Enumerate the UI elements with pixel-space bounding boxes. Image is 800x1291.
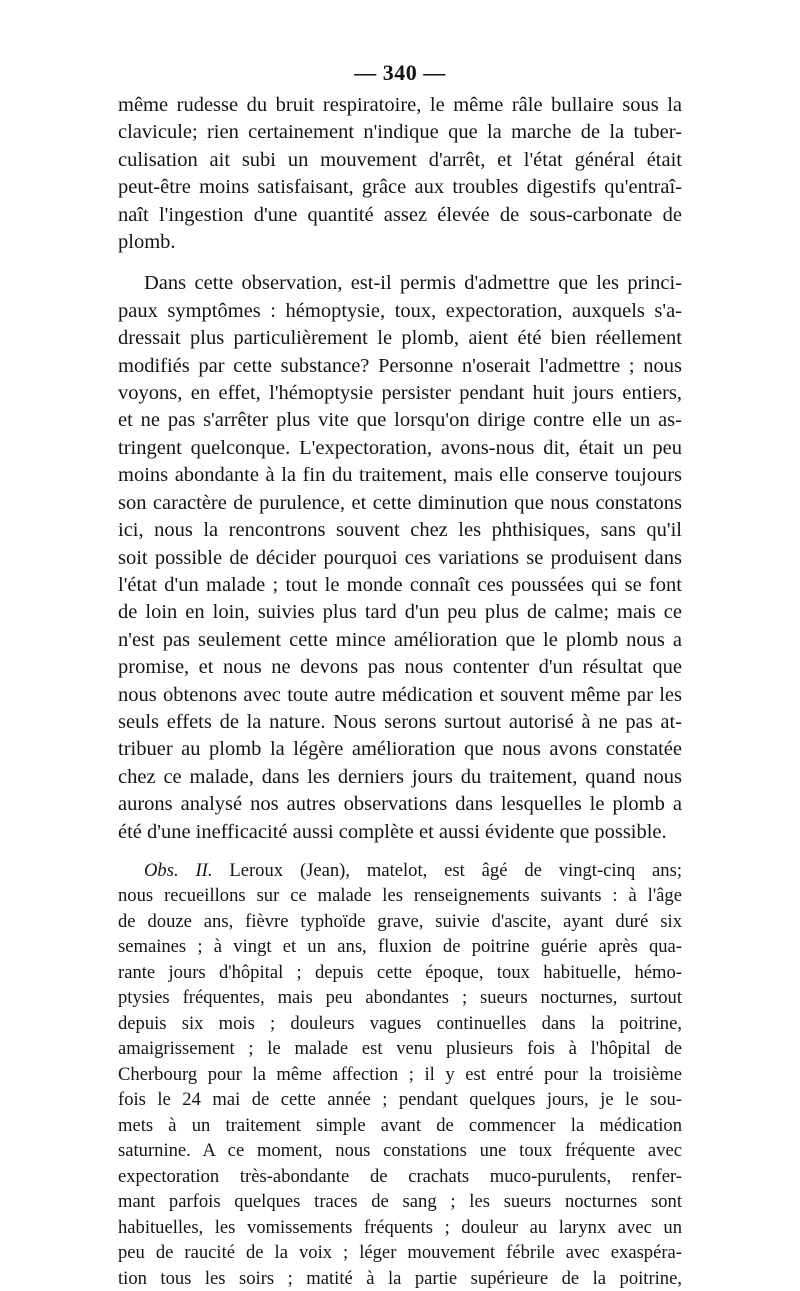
text-line: aurons analysé nos autres observations dans lesquelles le plomb a xyxy=(118,793,682,816)
text-line: depuis six mois ; douleurs vagues continuelles dans la poitrine, xyxy=(118,1012,682,1034)
observation-first-line xyxy=(118,858,682,884)
paragraph-discussion xyxy=(118,270,682,846)
text-line: voyons, en effet, l'hémoptysie persister pendant huit jours entiers, xyxy=(118,382,682,405)
text-line: mets à un traitement simple avant de commencer la médication xyxy=(118,1114,682,1136)
text-line: seuls effets de la nature. Nous serons surtout autorisé à ne pas at- xyxy=(118,710,682,733)
text-line: habituelles, les vomissements fréquents ; douleur au larynx avec un xyxy=(118,1216,682,1238)
text-line: paux symptômes : hémoptysie, toux, expectoration, auxquels s'a- xyxy=(118,299,682,322)
text-line: moins abondante à la fin du traitement, mais elle conserve toujours xyxy=(118,464,682,487)
text-line: tion tous les soirs ; matité à la partie supérieure de la poitrine, xyxy=(118,1267,682,1289)
observation-first-line-text: Leroux (Jean), matelot, est âgé de vingt-cinq ans; xyxy=(212,859,682,881)
text-line: ici, nous la rencontrons souvent chez les phthisiques, sans qu'il xyxy=(118,519,682,542)
text-line: dressait plus particulièrement le plomb, aient été bien réellement xyxy=(118,327,682,350)
text-line: fois le 24 mai de cette année ; pendant quelques jours, je le sou- xyxy=(118,1089,682,1111)
text-line: n'est pas seulement cette mince amélioration que le plomb nous a xyxy=(118,628,682,651)
paragraph-observation xyxy=(118,858,682,1291)
text-line: clavicule; rien certainement n'indique que la marche de la tuber- xyxy=(118,121,682,144)
text-line: nous recueillons sur ce malade les renseignements suivants : à l'âge xyxy=(118,885,682,907)
text-line: soit possible de décider pourquoi ces variations se produisent dans xyxy=(118,546,682,569)
text-line: amaigrissement ; le malade est venu plusieurs fois à l'hôpital de xyxy=(118,1038,682,1060)
text-line: Cherbourg pour la même affection ; il y est entré pour la troisième xyxy=(118,1063,682,1085)
text-line: naît l'ingestion d'une quantité assez élevée de sous-carbonate de xyxy=(118,203,682,226)
text-line: même rudesse du bruit respiratoire, le même râle bullaire sous la xyxy=(118,94,682,116)
text-line: son caractère de purulence, et cette diminution que nous constatons xyxy=(118,491,682,514)
text-line: promise, et nous ne devons pas nous contenter d'un résultat que xyxy=(118,656,682,679)
text-line: culisation ait subi un mouvement d'arrêt, et l'état général était xyxy=(118,148,682,171)
text-line: tringent quelconque. L'expectoration, avons-nous dit, était un peu xyxy=(118,436,682,459)
text-line: semaines ; à vingt et un ans, fluxion de poitrine guérie après qua- xyxy=(118,936,682,958)
book-page xyxy=(118,58,682,1291)
text-line: modifiés par cette substance? Personne n'oserait l'admettre ; nous xyxy=(118,354,682,377)
text-line: de loin en loin, suivies plus tard d'un peu plus de calme; mais ce xyxy=(118,601,682,624)
text-line: peut-être moins satisfaisant, grâce aux troubles digestifs qu'entraî- xyxy=(118,176,682,199)
text-line: de douze ans, fièvre typhoïde grave, suivie d'ascite, ayant duré six xyxy=(118,910,682,932)
text-line: saturnine. A ce moment, nous constations une toux fréquente avec xyxy=(118,1140,682,1162)
text-line: nous obtenons avec toute autre médication et souvent même par les xyxy=(118,683,682,706)
text-line: plomb. xyxy=(118,231,176,254)
text-line: expectoration très-abondante de crachats muco-purulents, renfer- xyxy=(118,1165,682,1187)
observation-label: Obs. II. xyxy=(144,859,213,881)
text-line: rante jours d'hôpital ; depuis cette époque, toux habituelle, hémo- xyxy=(118,961,682,983)
text-line: peu de raucité de la voix ; léger mouvement fébrile avec exaspéra- xyxy=(118,1242,682,1264)
text-line: ptysies fréquentes, mais peu abondantes ; sueurs nocturnes, surtout xyxy=(118,987,682,1009)
text-line: mant parfois quelques traces de sang ; les sueurs nocturnes sont xyxy=(118,1191,682,1213)
text-line: été d'une inefficacité aussi complète et aussi évidente que possible. xyxy=(118,820,667,843)
text-line: tribuer au plomb la légère amélioration que nous avons constatée xyxy=(118,738,682,761)
text-line: Dans cette observation, est-il permis d'admettre que les princi- xyxy=(144,272,682,295)
text-line: et ne pas s'arrêter plus vite que lorsqu'on dirige contre elle un as- xyxy=(118,409,682,432)
text-line: l'état d'un malade ; tout le monde connaît ces poussées qui se font xyxy=(118,573,682,596)
text-line: chez ce malade, dans les derniers jours du traitement, quand nous xyxy=(118,765,682,788)
paragraph-continuation xyxy=(118,92,682,256)
page-number: — 340 — xyxy=(354,60,446,85)
